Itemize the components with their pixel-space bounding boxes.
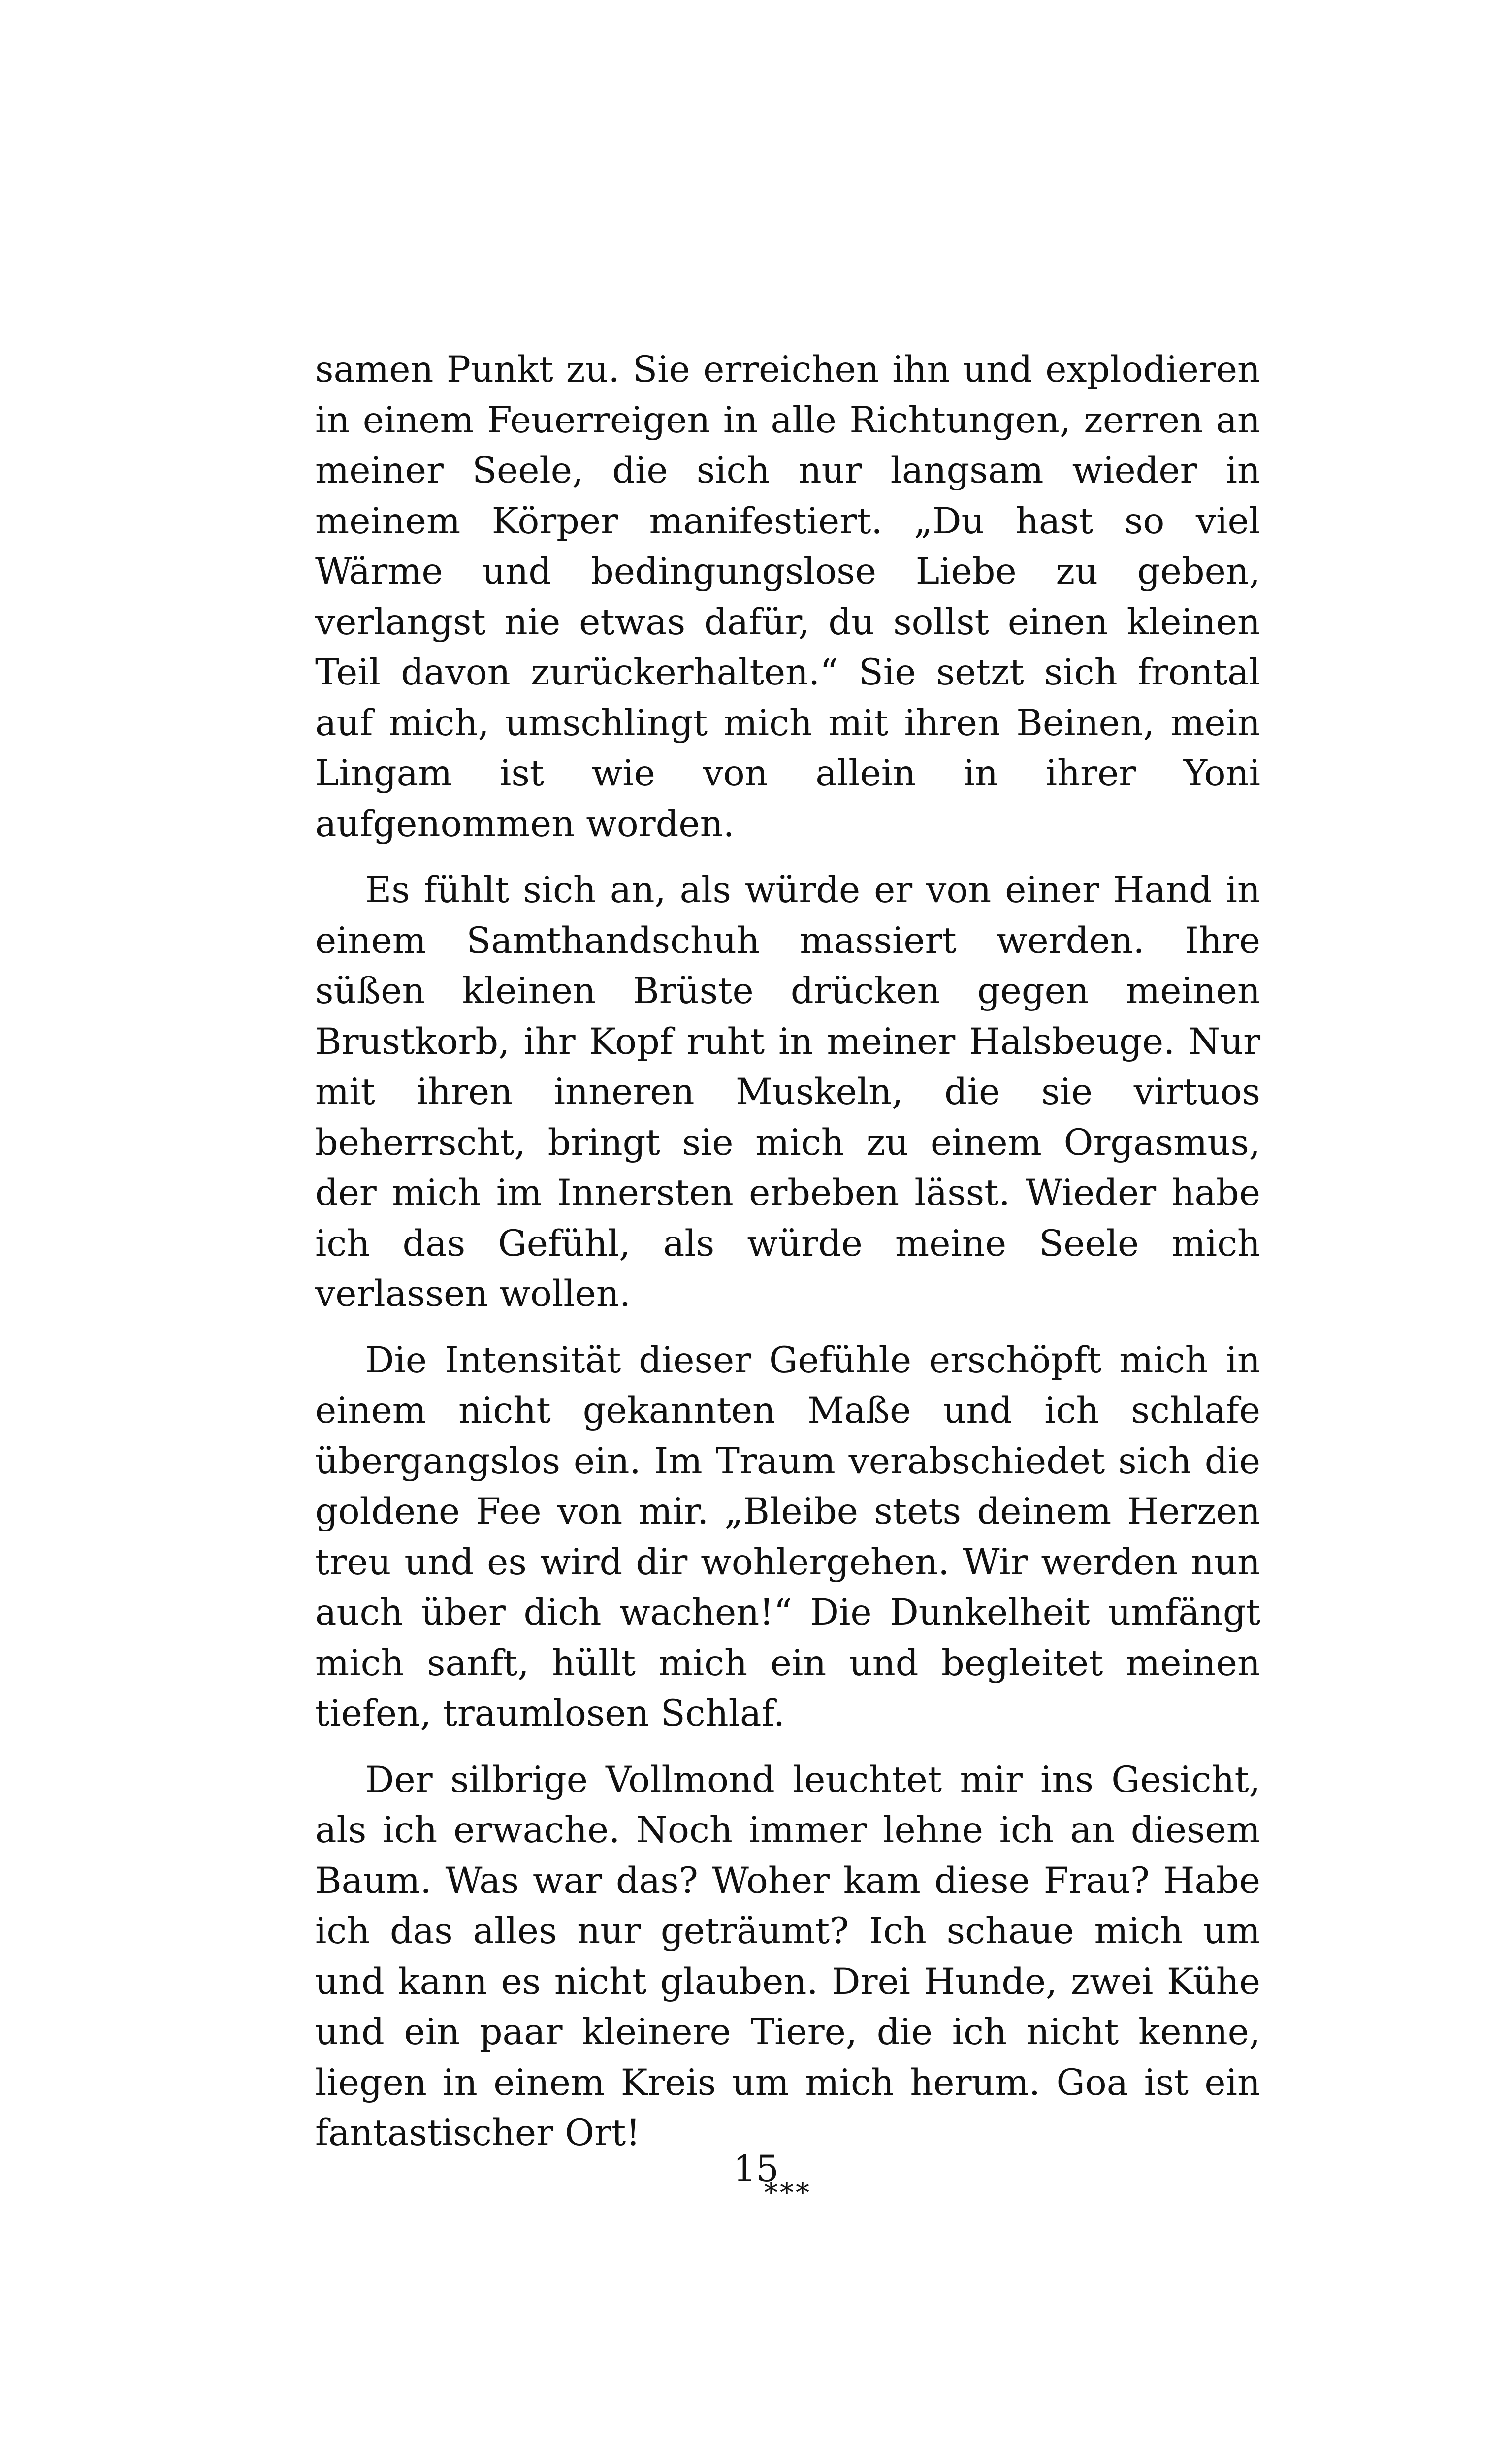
paragraph-2: Es fühlt sich an, als würde er von einer Hand in einem Samthandschuh massiert werden. Ihre süßen kleinen Brüste drücken gegen meinen Brustkorb, ihr Kopf ruht in meiner Halsbeuge. Nur mit ihren inneren Muskeln, die sie virtuos beherrscht, bringt sie mich zu einem Orgasmus, der mich im Innersten erbeben lässt. Wieder habe ich das Gefühl, als würde meine Seele mich verlassen wollen. — [315, 869, 1260, 1315]
paragraph-3: Die Intensität dieser Gefühle erschöpft mich in einem nicht gekannten Maße und ich schlafe übergangslos ein. Im Traum verabschiedet sich die goldene Fee von mir. „Bleibe stets deinem Herzen treu und es wird dir wohlergehen. Wir werden nun auch über dich wachen!“ Die Dunkelheit umfängt mich sanft, hüllt mich ein und begleitet meinen tiefen, traumlosen Schlaf. — [315, 1339, 1260, 1734]
paragraph-1: samen Punkt zu. Sie erreichen ihn und explodieren in einem Feuerreigen in alle Richtungen, zerren an meiner Seele, die sich nur langsam wieder in meinem Körper manifestiert. „Du hast so viel Wärme und bedingungslose Liebe zu geben, verlangst nie etwas dafür, du sollst einen kleinen Teil davon zurückerhalten.“ Sie setzt sich frontal auf mich, umschlingt mich mit ihren Beinen, mein Lingam ist wie von allein in ihrer Yoni aufgenommen worden. — [315, 349, 1260, 845]
page-number: 15 — [733, 2148, 779, 2190]
body-text — [315, 345, 1260, 2218]
scene-break: *** — [764, 2177, 811, 2209]
paragraph-4: Der silbrige Vollmond leuchtet mir ins Gesicht, als ich erwache. Noch immer lehne ich an diesem Baum. Was war das? Woher kam diese Frau? Habe ich das alles nur geträumt? Ich schaue mich um und kann es nicht glauben. Drei Hunde, zwei Kühe und ein paar kleinere Tiere, die ich nicht kenne, liegen in einem Kreis um mich herum. Goa ist ein fantastischer Ort! — [315, 1759, 1260, 2154]
